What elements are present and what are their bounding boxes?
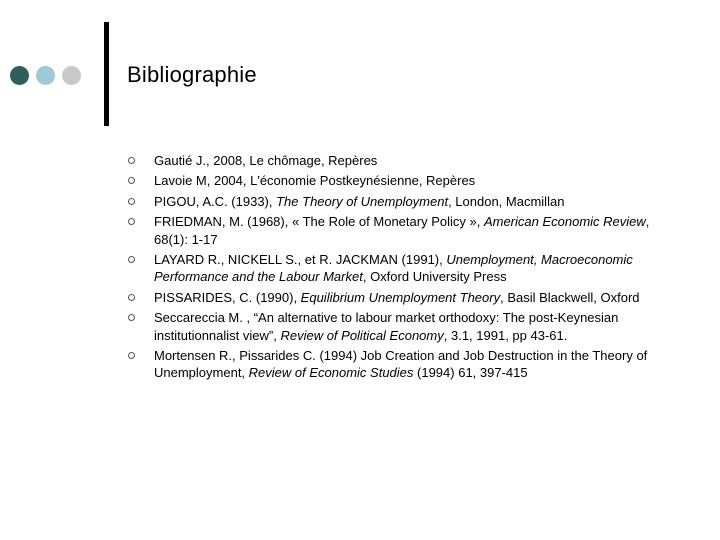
reference-text: PISSARIDES, C. (1990), <box>154 289 301 305</box>
circle-bullet-icon <box>128 177 135 184</box>
reference-title-italic: Review of Economic Studies <box>248 365 414 381</box>
circle-bullet-icon <box>128 314 135 321</box>
reference-text: Mortensen R., Pissarides C. (1994) Job Creation and Job Destruction in the Theory of Unemployment, <box>154 348 648 381</box>
bibliography-entry <box>128 251 678 286</box>
reference-text: , Basil Blackwell, Oxford <box>500 289 640 305</box>
reference-text: Gautié J., 2008, Le chômage, Repères <box>154 153 378 168</box>
circle-bullet-icon <box>128 198 135 205</box>
decorative-dots <box>10 66 81 86</box>
bibliography-list <box>128 152 678 385</box>
bibliography-entry <box>128 309 678 344</box>
circle-bullet-icon <box>128 256 135 263</box>
bibliography-entry <box>128 347 678 382</box>
reference-text: Lavoie M, 2004, L'économie Postkeynésienne, Repères <box>154 173 476 189</box>
reference-text: Seccareccia M. , “An alternative to labour market orthodoxy: The post-Keynesian institutionnalist view”, <box>154 310 619 343</box>
light-blue-dot <box>36 66 55 85</box>
reference-text: (1994) 61, 397-415 <box>413 365 528 381</box>
reference-text: , London, Macmillan <box>448 193 565 209</box>
reference-title-italic: Unemployment, Macroeconomic Performance and the Labour Market <box>154 252 633 285</box>
reference-text: PIGOU, A.C. (1933), <box>154 193 277 209</box>
grey-dot <box>62 66 81 85</box>
reference-text: , 68(1): 1-17 <box>154 214 650 247</box>
reference-title-italic: Equilibrium Unemployment Theory <box>300 289 501 305</box>
circle-bullet-icon <box>128 352 135 359</box>
slide-title: Bibliographie <box>127 62 257 87</box>
reference-text: LAYARD R., NICKELL S., et R. JACKMAN (1991), <box>154 252 447 268</box>
bibliography-entry <box>128 213 678 248</box>
bibliography-entry <box>128 172 678 189</box>
title-divider-bar <box>104 22 109 126</box>
reference-text: , 3.1, 1991, pp 43-61. <box>443 327 568 343</box>
reference-title-italic: Review of Political Economy <box>280 327 444 343</box>
reference-text: , Oxford University Press <box>362 269 507 285</box>
dark-teal-dot <box>10 66 29 85</box>
bibliography-entry <box>128 193 678 210</box>
circle-bullet-icon <box>128 157 135 164</box>
bibliography-entry <box>128 152 678 169</box>
bibliography-entry <box>128 289 678 306</box>
circle-bullet-icon <box>128 294 135 301</box>
reference-text: FRIEDMAN, M. (1968), « The Role of Monetary Policy », <box>154 214 484 230</box>
reference-title-italic: The Theory of Unemployment <box>276 193 449 209</box>
reference-title-italic: American Economic Review <box>483 214 646 230</box>
circle-bullet-icon <box>128 218 135 225</box>
